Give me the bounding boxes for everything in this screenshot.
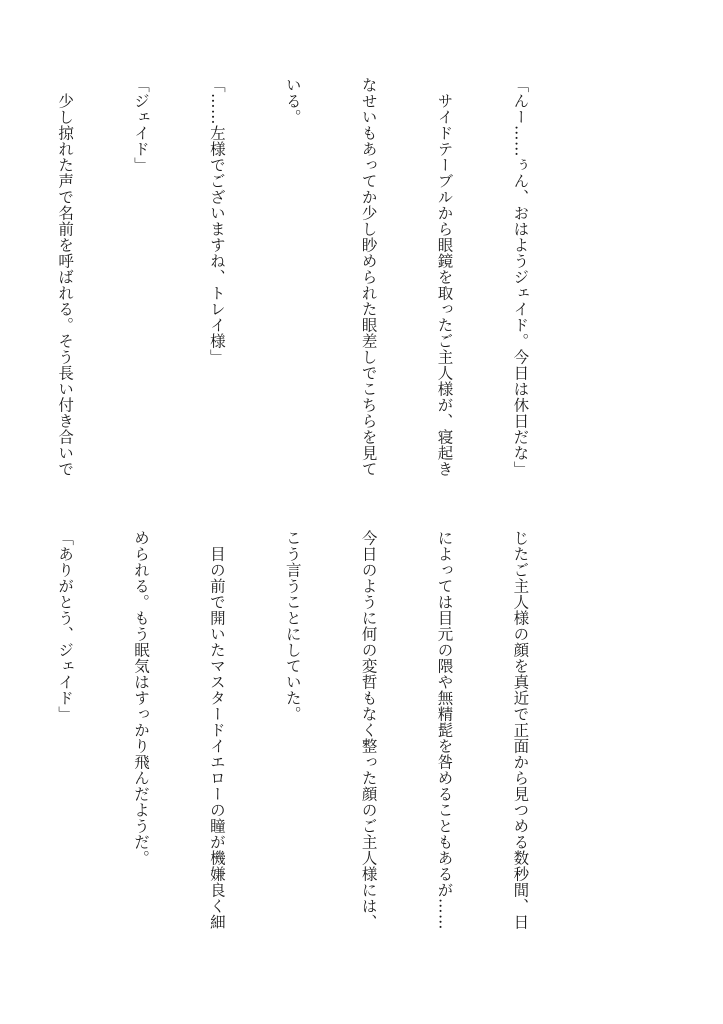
- text-line: 「んー……ぅん、おはようジェイド。今日は休日だな」: [511, 77, 530, 477]
- text-line: なせいもあってか少し眇められた眼差しでこちらを見て: [359, 77, 378, 477]
- text-line: 少し掠れた声で名前を呼ばれる。そう長い付き合いで: [56, 77, 75, 477]
- text-line: じたご主人様の顔を真近で正面から見つめる数秒間、日: [511, 530, 530, 930]
- lower-text-block: [56, 530, 583, 970]
- upper-text-block: [56, 77, 583, 515]
- text-line: 「……左様でございますね、トレイ様」: [207, 77, 226, 365]
- text-line: [0, 530, 1, 970]
- text-line: 目の前で開いたマスタードイエローの瞳が機嫌良く細: [207, 530, 226, 930]
- text-line: こう言うことにしていた。: [283, 530, 302, 722]
- text-line: サイドテーブルから眼鏡を取ったご主人様が、寝起き: [435, 77, 454, 477]
- text-line: められる。もう眠気はすっかり飛んだようだ。: [131, 530, 150, 866]
- text-line: 「ありがとう、ジェイド」: [56, 530, 75, 722]
- text-line: [0, 77, 1, 515]
- text-line: 今日のように何の変哲もなく整った顔のご主人様には、: [359, 530, 378, 930]
- text-line: いる。: [283, 77, 302, 125]
- text-line: 「ジェイド」: [131, 77, 150, 173]
- text-line: によっては目元の隈や無精髭を咎めることもあるが……: [435, 530, 454, 930]
